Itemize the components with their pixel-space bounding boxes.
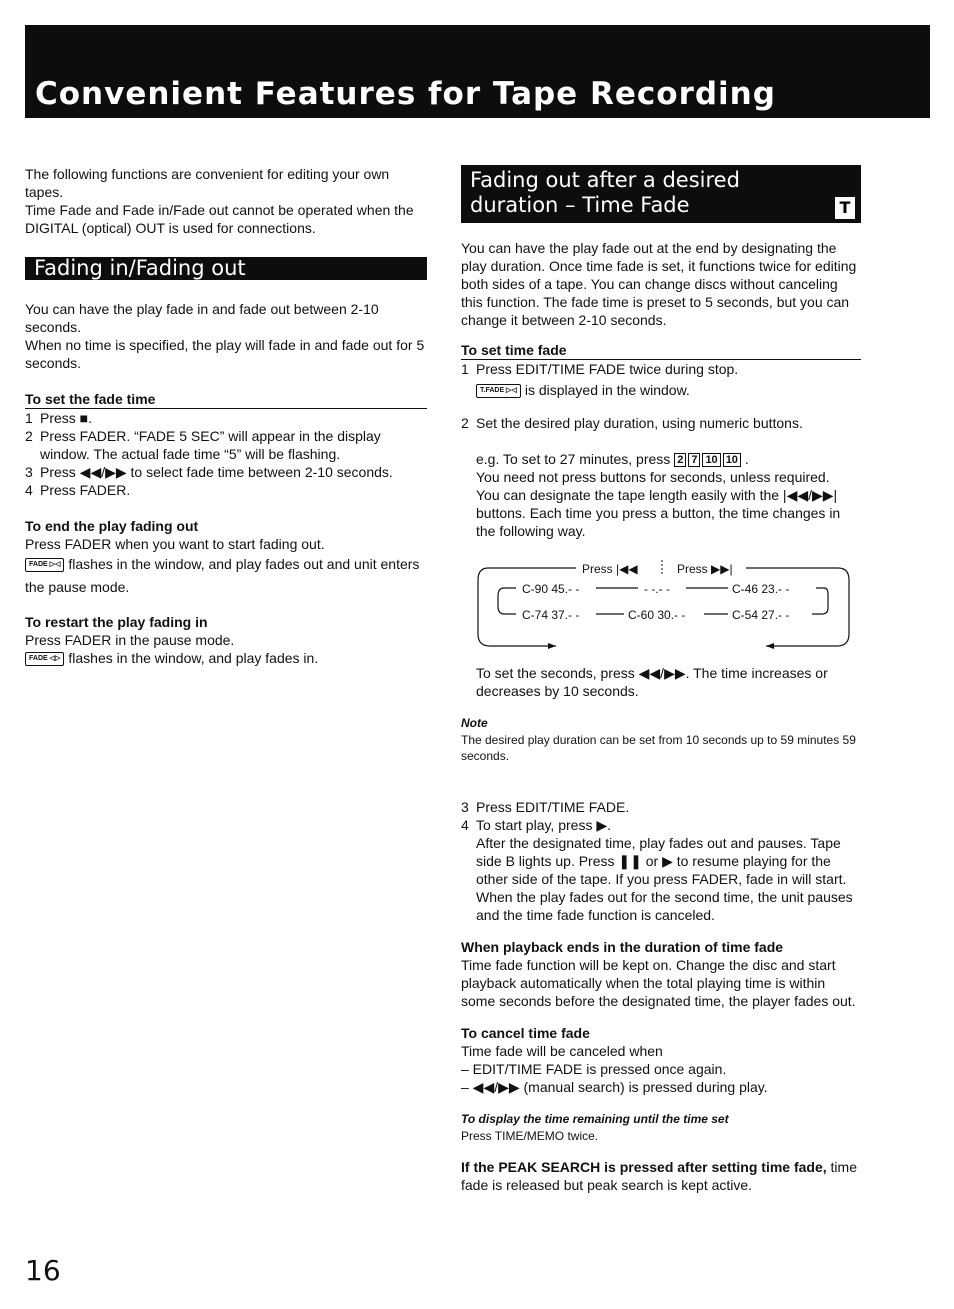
list-item: 4 Press FADER.	[25, 482, 131, 498]
left-column	[25, 165, 427, 667]
display-remaining-heading: To display the time remaining until the time set	[461, 1112, 729, 1126]
cancel-intro: Time fade will be canceled when	[461, 1043, 663, 1059]
tape-c46-label: C-46 23.- -	[732, 582, 790, 596]
fading-desc-2: When no time is specified, the play will fade in and fade out for 5 seconds.	[25, 337, 425, 371]
set-time-fade-heading: To set time fade	[461, 341, 861, 360]
end-fading-heading: To end the play fading out	[25, 518, 199, 534]
list-item: 2 Press FADER. “FADE 5 SEC” will appear in the display window. The actual fade time “5” will be flashing.	[25, 428, 381, 462]
end-fading-line-1: Press FADER when you want to start fading out.	[25, 536, 325, 552]
fading-desc-1: You can have the play fade in and fade out between 2-10 seconds.	[25, 301, 379, 335]
page-title: Convenient Features for Tape Recording	[35, 76, 776, 112]
set-fade-time-heading: To set the fade time	[25, 390, 427, 409]
time-fade-display-icon: T.FADE ▷◁	[476, 384, 521, 398]
step1-display-line: T.FADE ▷◁ is displayed in the window.	[461, 378, 861, 402]
list-item: 1 Press EDIT/TIME FADE twice during stop.	[461, 361, 739, 377]
seconds-instruction: To set the seconds, press ◀◀/▶▶. The time increases or decreases by 10 seconds.	[476, 665, 828, 699]
tape-c60-label: C-60 30.- -	[628, 608, 686, 622]
page-title-banner	[25, 25, 930, 118]
tape-c54-label: C-54 27.- -	[732, 608, 790, 622]
list-item: 3 Press EDIT/TIME FADE.	[461, 799, 630, 815]
list-item: 4 To start play, press ▶.	[461, 817, 611, 833]
tape-c74-label: C-74 37.- -	[522, 608, 580, 622]
restart-fading-heading: To restart the play fading in	[25, 614, 208, 630]
section-title-time-fade: Fading out after a desired duration – Time Fade T	[461, 165, 861, 223]
fade-in-display-icon: FADE ◁▷	[25, 652, 64, 666]
peak-search-note: If the PEAK SEARCH is pressed after setting time fade, time fade is released but peak search is kept active.	[461, 1159, 857, 1193]
list-item: 2 Set the desired play duration, using numeric buttons.	[461, 415, 803, 431]
end-fading-line-2: FADE ▷◁ flashes in the window, and play fades out and unit enters the pause mode.	[25, 556, 420, 595]
right-column	[461, 165, 861, 1194]
time-fade-logo-icon: T	[835, 197, 855, 219]
playback-ends-heading: When playback ends in the duration of time fade	[461, 939, 784, 955]
playback-ends-text: Time fade function will be kept on. Change the disc and start playback automatically when the total playing time is within some seconds before the designated time, the player fades out.	[461, 957, 856, 1009]
intro-paragraph-2: Time Fade and Fade in/Fade out cannot be operated when the DIGITAL (optical) OUT is used for connections.	[25, 202, 414, 236]
restart-line-2: FADE ◁▷ flashes in the window, and play fades in.	[25, 649, 427, 667]
section-title-fading: Fading in/Fading out	[25, 257, 427, 280]
cancel-time-fade-heading: To cancel time fade	[461, 1025, 590, 1041]
tape-blank-label: - -.- -	[644, 582, 670, 596]
numeric-keys: 2 7 10 10	[674, 453, 741, 467]
tape-length-diagram	[476, 558, 852, 650]
example-note-2: You can designate the tape length easily with the |◀◀/▶▶| buttons. Each time you press a button, the time changes in the following way.	[476, 487, 841, 539]
example-note-1: You need not press buttons for seconds, unless required.	[476, 469, 830, 485]
cancel-item-2: – ◀◀/▶▶ (manual search) is pressed during play.	[461, 1079, 768, 1095]
tape-c90-label: C-90 45.- -	[522, 582, 580, 596]
example-line: e.g. To set to 27 minutes, press 2 7 10 10 .	[476, 451, 749, 467]
fade-display-icon: FADE ▷◁	[25, 558, 64, 572]
note-text: The desired play duration can be set from 10 seconds up to 59 minutes 59 seconds.	[461, 733, 856, 763]
cancel-item-1: – EDIT/TIME FADE is pressed once again.	[461, 1061, 727, 1077]
list-item: 3 Press ◀◀/▶▶ to select fade time between 2-10 seconds.	[25, 464, 393, 480]
list-item: 1 Press ■.	[25, 410, 93, 426]
press-prev-label: Press |◀◀	[582, 562, 638, 576]
time-fade-intro: You can have the play fade out at the end by designating the play duration. Once time fade is set, it functions twice for editing both sides of a tape. You can change discs without canceling this function. The fade time is preset to 5 seconds, but you can change it between 2-10 seconds.	[461, 240, 857, 328]
page-number: 16	[25, 1254, 61, 1287]
display-remaining-text: Press TIME/MEMO twice.	[461, 1129, 599, 1143]
restart-line-1: Press FADER in the pause mode.	[25, 632, 235, 648]
step4-detail: After the designated time, play fades out and pauses. Tape side B lights up. Press ❚❚ or ▶ to resume playing for the other side of the tape. If you press FADER, fade in will start. When the play fades out for the second time, the unit pauses and the time fade function is canceled.	[476, 835, 853, 923]
press-next-label: Press ▶▶|	[677, 562, 733, 576]
intro-paragraph-1: The following functions are convenient for editing your own tapes.	[25, 166, 390, 200]
note-heading: Note	[461, 716, 488, 730]
